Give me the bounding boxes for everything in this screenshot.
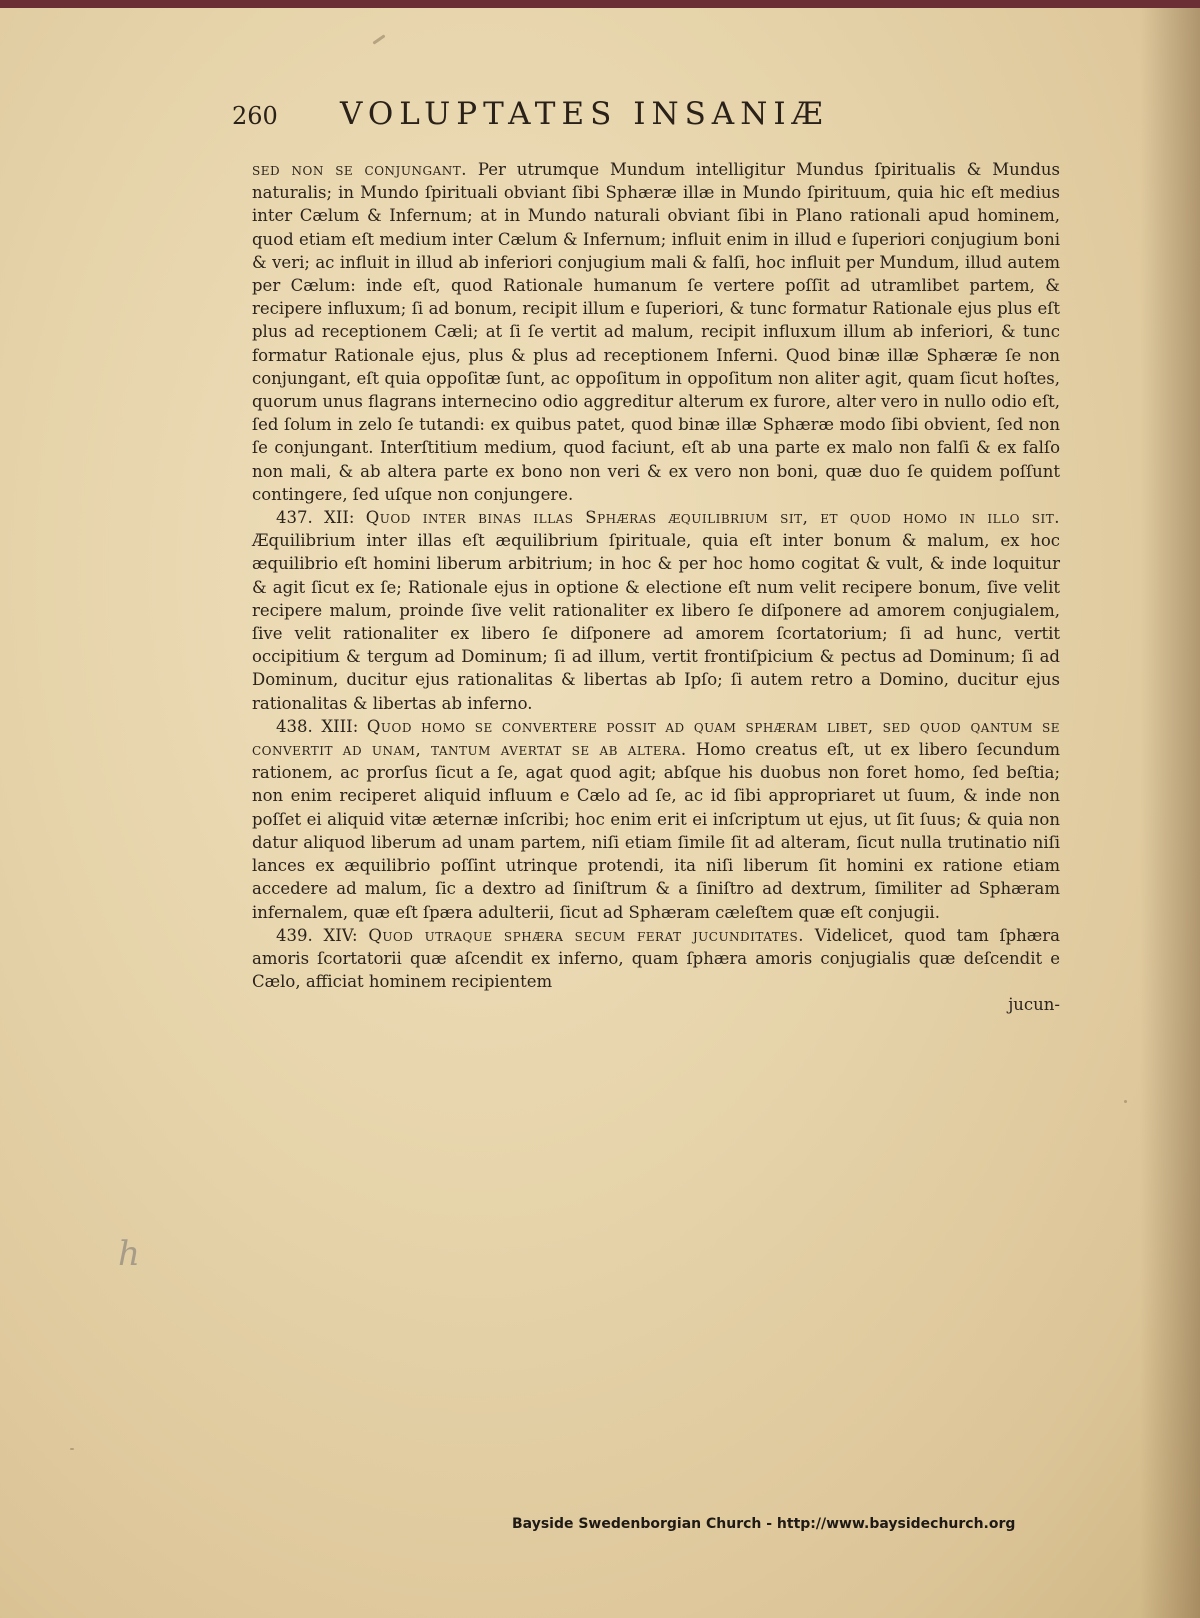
paragraph-437 bbox=[252, 506, 1060, 715]
page-number: 260 bbox=[232, 102, 278, 130]
paragraph-436-continued bbox=[252, 158, 1060, 506]
running-title: VOLUPTATES INSANIÆ bbox=[340, 96, 829, 132]
top-edge-band bbox=[0, 0, 1200, 8]
paragraph-heading: Quod utraque sphæra secum ferat jucunditates. bbox=[368, 925, 805, 945]
paragraph-text: Æquilibrium inter illas eſt æquilibrium ſpirituale, quia eſt inter bonum & malum, ex hoc æquilibrio eſt homini liberum arbitrium; in hoc & per hoc homo cogitat & vult, & inde loquitur & agit ſicut ex ſe; Rationale ejus in optione & electione eſt num velit recipere bonum, ſive velit recipere malum, proinde ſive velit rationaliter ex libero ſe diſponere ad amorem conjugialem, ſive velit rationaliter ex libero ſe diſponere ad amorem ſcortatorium; ſi ad hunc, vertit occipitium & tergum ad Dominum; ſi ad illum, vertit frontiſpicium & pectus ad Dominum; ſi ad Dominum, ducitur ejus rationalitas & libertas ab Ipſo; ſi autem retro a Domino, ducitur ejus rationalitas & libertas ab inferno. bbox=[252, 531, 1060, 713]
paper-speck bbox=[372, 34, 385, 44]
paper-speck bbox=[1124, 1100, 1127, 1103]
paragraph-number: 439. XIV: bbox=[276, 925, 369, 945]
book-page bbox=[0, 8, 1200, 1618]
gutter-shadow bbox=[1140, 8, 1200, 1618]
paragraph-438 bbox=[252, 715, 1060, 924]
paragraph-text: Videlicet, quod tam ſphæra amoris ſcortatorii quæ aſcendit ex inferno, quam ſphæra amoris conjugialis quæ deſcendit e Cælo, afficiat hominem recipientem bbox=[252, 925, 1060, 992]
paper-speck bbox=[70, 1448, 74, 1450]
catchword: jucun- bbox=[1008, 995, 1060, 1015]
paragraph-heading: Quod homo se convertere possit ad quam sphæram libet, sed quod qantum se convertit ad unam, tantum avertat se ab altera. bbox=[252, 716, 1060, 760]
paragraph-text: Per utrumque Mundum intelligitur Mundus ſpiritualis & Mundus naturalis; in Mundo ſpirituali obviant ſibi Sphæræ illæ in Mundo ſpirituum, quia hic eſt medius inter Cælum & Infernum; at in Mundo naturali obviant ſibi in Plano rationali apud hominem, quod etiam eſt medium inter Cælum & Infernum; influit enim in illud e ſuperiori conjugium boni & veri; ac influit in illud ab inferiori conjugium mali & falſi, hoc influit per Mundum, illud autem per Cælum: inde eſt, quod Rationale humanum ſe vertere poſſit ad utramlibet partem, & recipere influxum; ſi ad bonum, recipit illum e ſuperiori, & tunc formatur Rationale ejus plus eſt plus ad receptionem Cæli; at ſi ſe vertit ad malum, recipit influxum illum ab inferiori, & tunc formatur Rationale ejus, plus & plus ad receptionem Inferni. Quod binæ illæ Sphæræ ſe non conjungant, eſt quia oppoſitæ ſunt, ac oppoſitum in oppoſitum non aliter agit, quam ſicut hoſtes, quorum unus flagrans internecino odio aggreditur alterum ex furore, alter vero in nullo odio eſt, ſed ſolum in zelo ſe tutandi: ex quibus patet, quod binæ illæ Sphæræ modo ſibi obvient, ſed non ſe conjungant. Interſtitium medium, quod faciunt, eſt ab una parte ex malo non falſi & ex falſo non mali, & ab altera parte ex bono non veri & ex vero non boni, quæ duo ſe quidem poſſunt contingere, ſed uſque non conjungere. bbox=[252, 160, 1060, 504]
paragraph-439 bbox=[252, 924, 1060, 994]
body-text bbox=[252, 158, 1060, 1017]
paragraph-number: 437. XII: bbox=[276, 508, 366, 528]
paragraph-heading: Quod inter binas illas Sphæras æquilibrium sit, et quod homo in illo sit. bbox=[365, 508, 1061, 528]
paragraph-text: Homo creatus eſt, ut ex libero ſecundum rationem, ac prorſus ſicut a ſe, agat quod agit; abſque his duobus non foret homo, ſed beſtia; non enim reciperet aliquid influum e Cælo ad ſe, ac id ſibi appropriaret ut ſuum, & inde non poſſet ei aliquid vitæ æternæ inſcribi; hoc enim erit ei inſcriptum ut ejus, ut ſit ſuus; & quia non datur aliquod liberum ad unam partem, niſi etiam ſimile ſit ad alteram, ſicut nulla trutinatio niſi lances ex æquilibrio poſſint utrinque protendi, ita niſi liberum ſit homini ex ratione etiam accedere ad malum, ſic a dextro ad ſiniſtrum & a ſiniſtro ad dextrum, ſimiliter ad Sphæram infernalem, quæ eſt ſpæra adulterii, ſicut ad Sphæram cæleſtem quæ eſt conjugii. bbox=[252, 740, 1060, 922]
footer-credit: Bayside Swedenborgian Church - http://www.baysidechurch.org bbox=[512, 1516, 1016, 1532]
paragraph-heading: sed non se conjungant. bbox=[252, 160, 467, 179]
pencil-marginalia: h bbox=[118, 1234, 140, 1274]
page-header bbox=[232, 96, 952, 146]
paragraph-number: 438. XIII: bbox=[276, 716, 367, 736]
